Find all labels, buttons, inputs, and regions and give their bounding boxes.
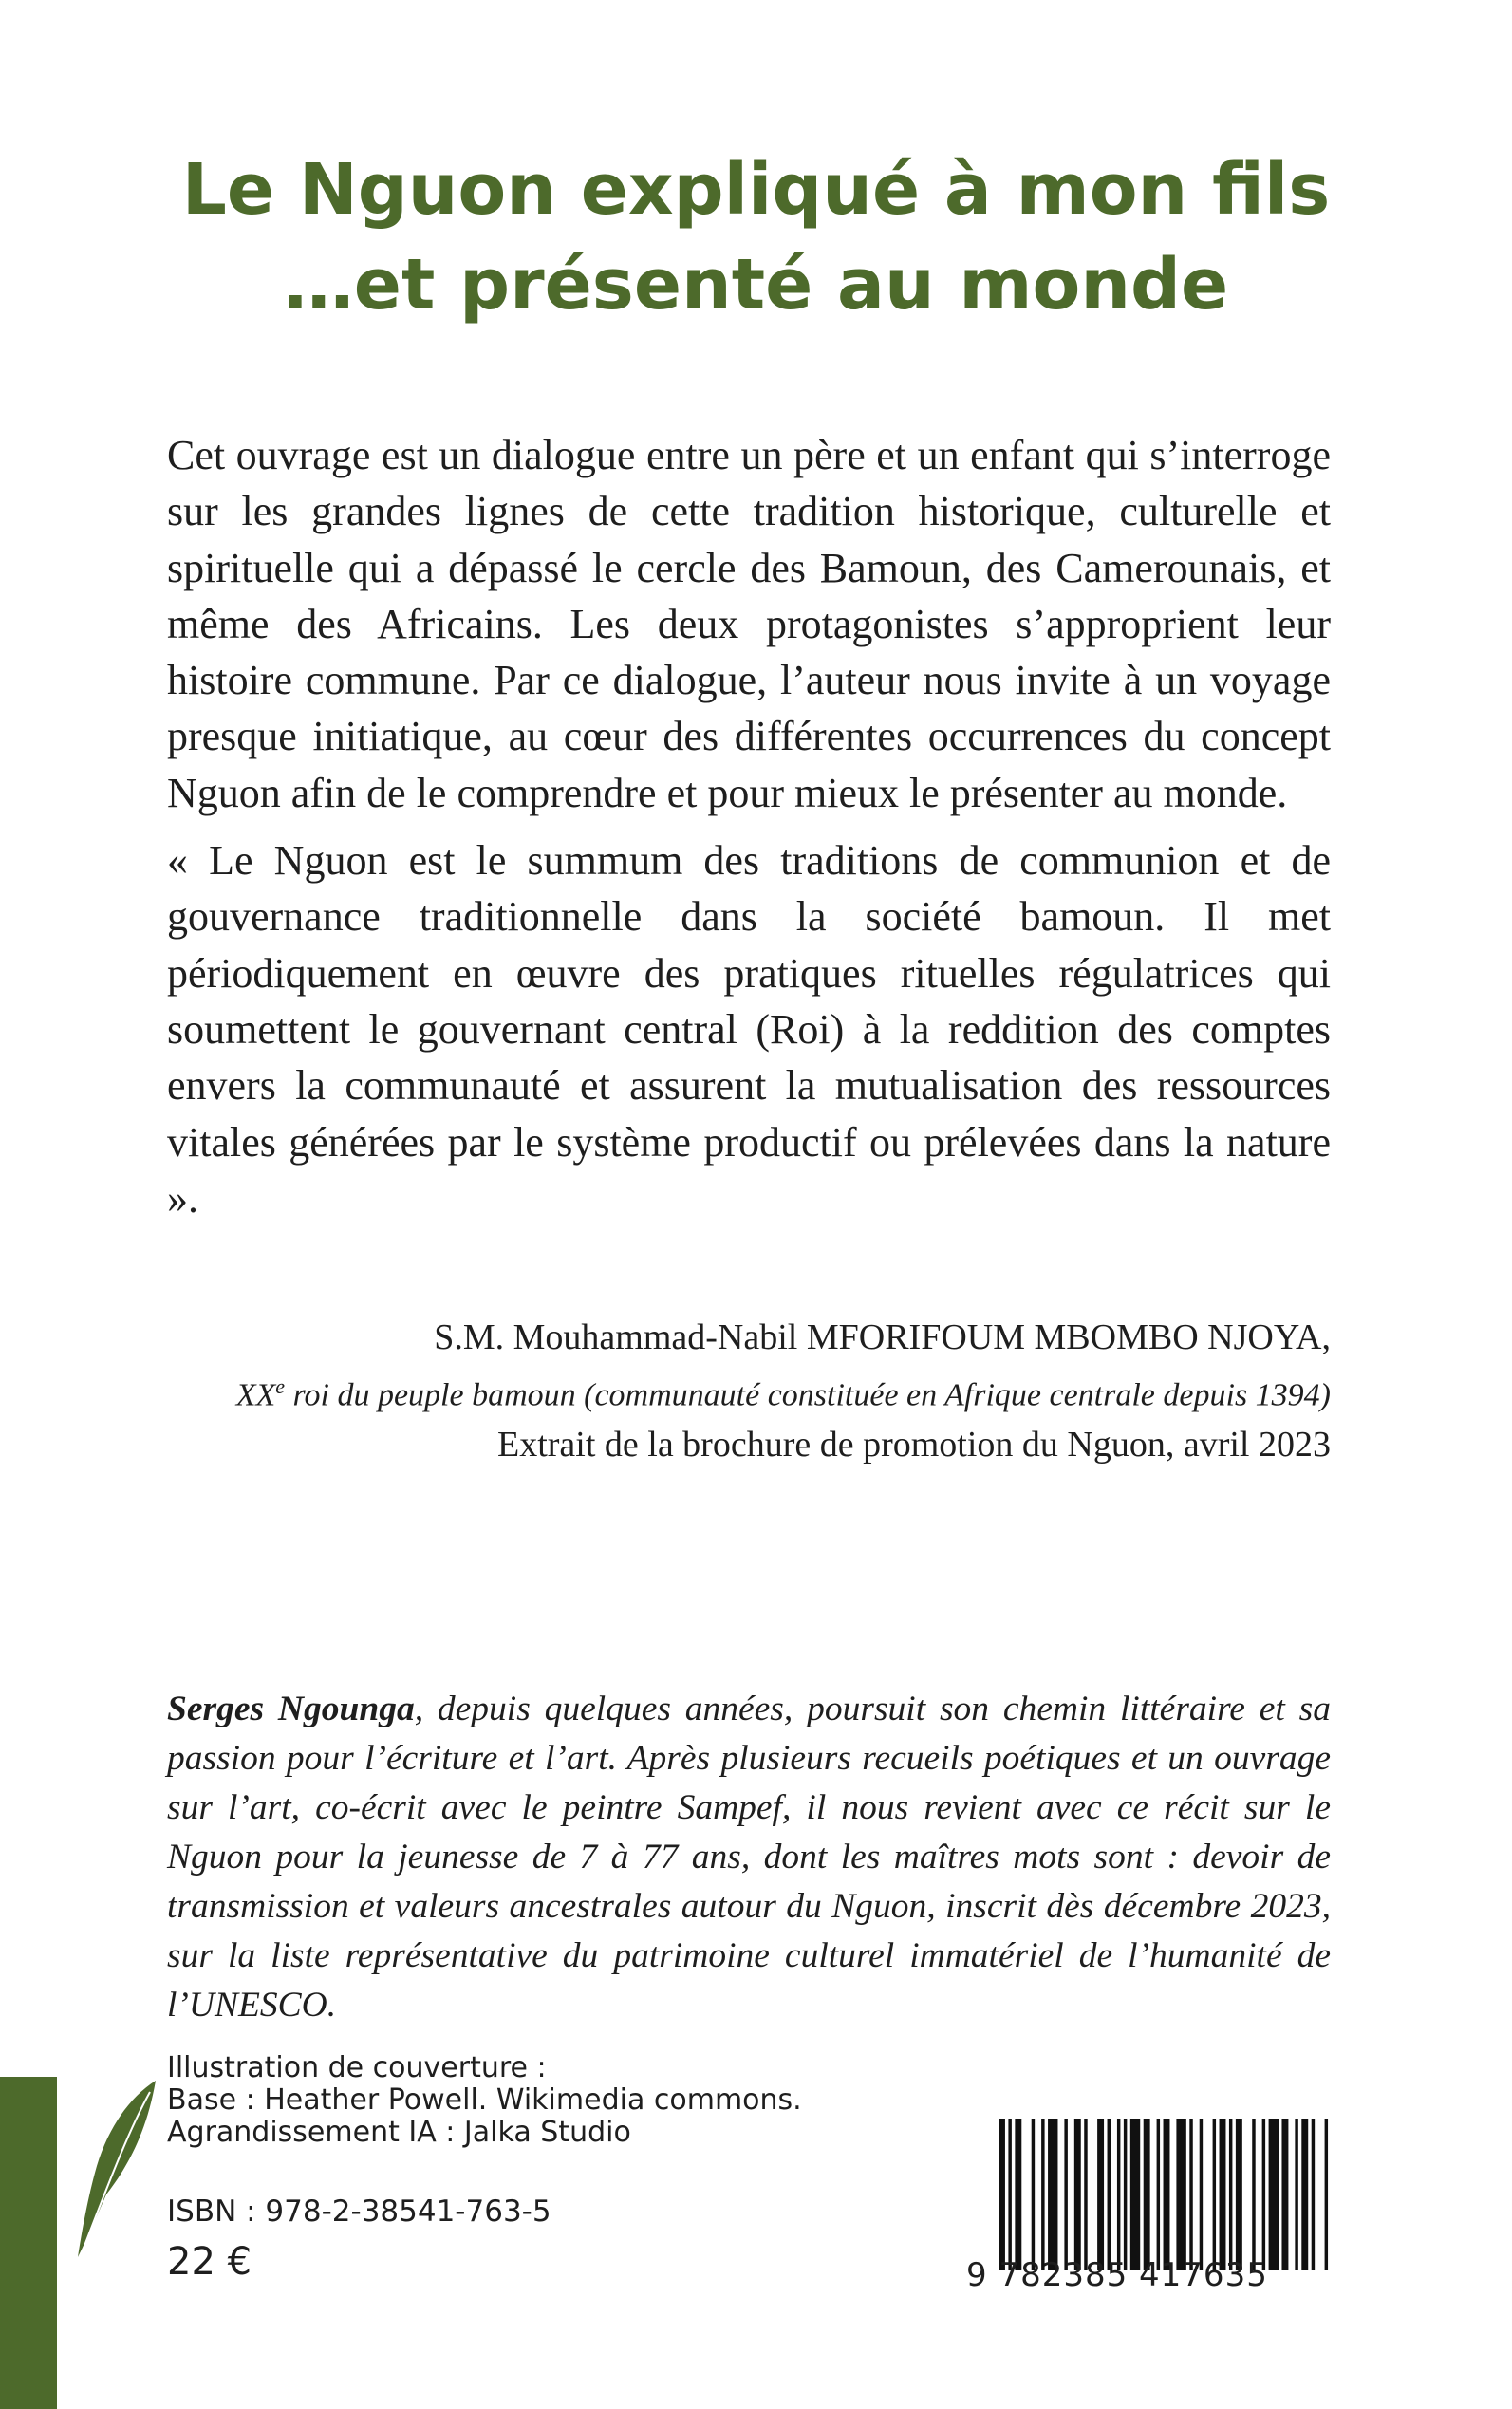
- barcode-bar: [1295, 2119, 1297, 2270]
- barcode-bar: [1164, 2119, 1170, 2270]
- barcode-icon: [999, 2119, 1335, 2270]
- barcode-bar: [1269, 2119, 1279, 2270]
- barcode-bar: [1048, 2119, 1057, 2270]
- author-bio: [167, 1685, 1331, 2030]
- barcode-bar: [1200, 2119, 1203, 2270]
- barcode-bar: [1281, 2119, 1288, 2270]
- feather-icon: [74, 2079, 159, 2259]
- barcode-bar: [1262, 2119, 1265, 2270]
- barcode-bar: [1015, 2119, 1021, 2270]
- barcode-bar: [1041, 2119, 1044, 2270]
- barcode-bar: [1074, 2119, 1081, 2270]
- barcode-bar: [1124, 2119, 1127, 2270]
- credits-line2: Base : Heather Powell. Wikimedia commons.: [167, 2083, 802, 2117]
- barcode-bar: [1213, 2119, 1216, 2270]
- credits-line3: Agrandissement IA : Jalka Studio: [167, 2116, 631, 2149]
- barcode-bar: [1312, 2119, 1315, 2270]
- barcode-bar: [1130, 2119, 1140, 2270]
- decorative-green-bar: [0, 2077, 57, 2409]
- barcode-bar: [1157, 2119, 1160, 2270]
- barcode-bar: [1108, 2119, 1111, 2270]
- barcode-bar: [1084, 2119, 1087, 2270]
- barcode-bar: [1117, 2119, 1120, 2270]
- cover-credits: [167, 2052, 926, 2149]
- book-title: [0, 142, 1512, 332]
- barcode-digits: 9 782385 417635: [966, 2256, 1268, 2294]
- author-bio-text: , depuis quelques années, poursuit son chemin littéraire et sa passion pour l’écriture et l’art. Après plusieurs recueils poétiques et un ouvrage sur l’art, co-écrit avec le peintre Sampef, il nous revient avec ce récit sur le Nguon pour la jeunesse de 7 à 77 ans, dont les maîtres mots sont : devoir de transmission et valeurs ancestrales autour du Nguon, inscrit dès décembre 2023, sur la liste représentative du patrimoine culturel immatériel de l’humanité de l’UNESCO.: [167, 1690, 1331, 2025]
- attribution-role: [167, 1362, 1331, 1420]
- isbn: ISBN : 978-2-38541-763-5: [167, 2194, 551, 2229]
- barcode-bar: [999, 2119, 1005, 2270]
- barcode-bar: [1176, 2119, 1185, 2270]
- barcode-bar: [1236, 2119, 1242, 2270]
- author-name: Serges Ngounga: [167, 1690, 415, 1728]
- barcode-bar: [1189, 2119, 1192, 2270]
- barcode-bar: [1325, 2119, 1328, 2270]
- barcode-bar: [1008, 2119, 1011, 2270]
- book-title-line1: Le Nguon expliqué à mon fils: [181, 149, 1331, 231]
- attribution-role-sup: e: [275, 1374, 286, 1398]
- attribution-role-prefix: XX: [235, 1377, 276, 1413]
- barcode-bar: [1064, 2119, 1067, 2270]
- quote-attribution: [167, 1313, 1331, 1469]
- barcode-bar: [1220, 2119, 1226, 2270]
- book-title-line2: …et présenté au monde: [283, 244, 1229, 326]
- credits-line1: Illustration de couverture :: [167, 2051, 547, 2084]
- price: 22 €: [167, 2240, 252, 2284]
- attribution-name: S.M. Mouhammad-Nabil MFORIFOUM MBOMBO NJOYA,: [434, 1317, 1331, 1357]
- synopsis: [167, 427, 1331, 1226]
- barcode-bar: [1252, 2119, 1255, 2270]
- attribution-role-rest: roi du peuple bamoun (communauté constituée en Afrique centrale depuis 1394): [285, 1377, 1331, 1413]
- barcode-bar: [1032, 2119, 1035, 2270]
- barcode-bar: [1097, 2119, 1104, 2270]
- synopsis-paragraph: Cet ouvrage est un dialogue entre un père et un enfant qui s’interroge sur les grandes lignes de cette tradition historique, culturelle et spirituelle qui a dépassé le cercle des Bamoun, des Camerounais, et même des Africains. Les deux protagonistes s’approprient leur histoire commune. Par ce dialogue, l’auteur nous invite à un voyage presque initiatique, au cœur des différentes occurrences du concept Nguon afin de le comprendre et pour mieux le présenter au monde.: [167, 432, 1331, 816]
- synopsis-quote: « Le Nguon est le summum des traditions de communion et de gouvernance traditionnelle dans la société bamoun. Il met périodiquement en œuvre des pratiques rituelles régulatrices qui soumettent le gouvernant central (Roi) à la reddition des comptes envers la communauté et assurent la mutualisation des ressources vitales générées par le système productif ou prélevées dans la nature ».: [167, 837, 1331, 1222]
- barcode-bar: [1229, 2119, 1232, 2270]
- barcode-bar: [1301, 2119, 1308, 2270]
- barcode-bar: [1144, 2119, 1150, 2270]
- attribution-source: Extrait de la brochure de promotion du Nguon, avril 2023: [496, 1425, 1331, 1466]
